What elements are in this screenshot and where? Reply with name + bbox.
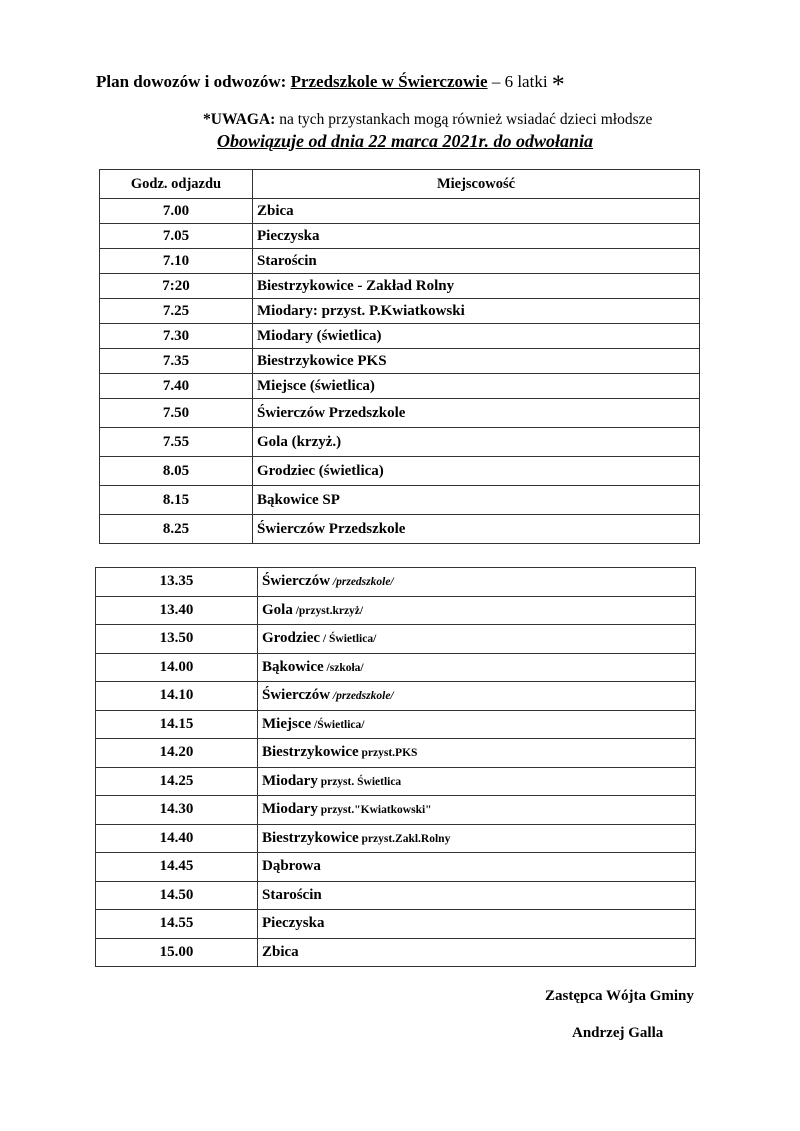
- departure-time: 14.50: [96, 881, 258, 910]
- morning-schedule-table: [99, 169, 700, 544]
- table-row: [96, 881, 696, 910]
- table-row: [96, 596, 696, 625]
- stop-name: Bąkowice SP: [253, 486, 700, 515]
- stop-cell: [258, 653, 696, 682]
- stop-detail: przyst.Zakl.Rolny: [358, 832, 451, 845]
- table-header-row: [100, 170, 700, 199]
- stop-cell: [258, 853, 696, 882]
- table-row: [96, 710, 696, 739]
- departure-time: 14.15: [96, 710, 258, 739]
- departure-time: 14.55: [96, 910, 258, 939]
- signature-role: Zastępca Wójta Gminy: [545, 988, 694, 1004]
- stop-name: Świerczów Przedszkole: [253, 399, 700, 428]
- departure-time: 14.00: [96, 653, 258, 682]
- stop-name: Dąbrowa: [262, 858, 321, 875]
- departure-time: 13.35: [96, 568, 258, 597]
- note-line: [203, 111, 652, 129]
- departure-time: 7.00: [100, 199, 253, 224]
- stop-name: Miejsce (świetlica): [253, 374, 700, 399]
- table-row: [96, 938, 696, 967]
- departure-time: 7.30: [100, 324, 253, 349]
- departure-time: 14.45: [96, 853, 258, 882]
- departure-time: 15.00: [96, 938, 258, 967]
- stop-name: Zbica: [253, 199, 700, 224]
- stop-name: Grodziec (świetlica): [253, 457, 700, 486]
- table-row: [96, 853, 696, 882]
- column-header-place: Miejscowość: [253, 170, 700, 199]
- stop-detail: /przedszkole/: [330, 576, 394, 589]
- stop-detail: przyst.PKS: [358, 747, 418, 760]
- stop-cell: [258, 710, 696, 739]
- table-row: [100, 399, 700, 428]
- table-row: [100, 457, 700, 486]
- stop-detail: przyst. Świetlica: [317, 775, 402, 788]
- table-row: [100, 299, 700, 324]
- table-row: [96, 739, 696, 768]
- stop-cell: [258, 596, 696, 625]
- signature-name: Andrzej Galla: [572, 1025, 664, 1041]
- stop-cell: [258, 568, 696, 597]
- stop-name: Biestrzykowice: [262, 744, 359, 761]
- stop-cell: [258, 682, 696, 711]
- departure-time: 13.40: [96, 596, 258, 625]
- title-asterisk: *: [551, 70, 565, 99]
- stop-name: Świerczów: [262, 687, 331, 704]
- table-row: [96, 824, 696, 853]
- title-prefix: Plan dowozów i odwozów:: [96, 72, 291, 91]
- column-header-time: Godz. odjazdu: [100, 170, 253, 199]
- departure-time: 13.50: [96, 625, 258, 654]
- table-row: [96, 625, 696, 654]
- title-suffix: – 6 latki: [487, 72, 552, 91]
- departure-time: 14.20: [96, 739, 258, 768]
- note-label: *UWAGA:: [203, 111, 276, 128]
- table-row: [96, 682, 696, 711]
- stop-name: Miodary: [262, 801, 318, 818]
- stop-name: Biestrzykowice: [262, 829, 359, 846]
- table-row: [100, 199, 700, 224]
- departure-time: 7.35: [100, 349, 253, 374]
- departure-time: 8.15: [100, 486, 253, 515]
- stop-cell: [258, 767, 696, 796]
- stop-name: Grodziec: [262, 630, 321, 647]
- stop-cell: [258, 796, 696, 825]
- stop-detail: /szkoła/: [323, 661, 364, 674]
- valid-from-text: Obowiązuje od dnia 22 marca 2021r. do odwołania: [217, 131, 594, 151]
- departure-time: 14.10: [96, 682, 258, 711]
- stop-name: Zbica: [262, 943, 299, 960]
- note-text: na tych przystankach mogą również wsiadać dzieci młodsze: [275, 111, 653, 128]
- departure-time: 7.50: [100, 399, 253, 428]
- stop-cell: [258, 824, 696, 853]
- afternoon-schedule-table: [95, 567, 696, 967]
- stop-name: Biestrzykowice - Zakład Rolny: [253, 274, 700, 299]
- stop-detail: /przyst.krzyż/: [292, 604, 364, 617]
- departure-time: 7.55: [100, 428, 253, 457]
- stop-name: Miejsce: [262, 715, 312, 732]
- stop-name: Starościn: [253, 249, 700, 274]
- title-place: Przedszkole w Świerczowie: [290, 72, 488, 91]
- stop-detail: / Świetlica/: [320, 633, 377, 646]
- stop-name: Świerczów: [262, 573, 331, 590]
- departure-time: 7.10: [100, 249, 253, 274]
- stop-cell: [258, 739, 696, 768]
- departure-time: 7.40: [100, 374, 253, 399]
- table-row: [100, 274, 700, 299]
- departure-time: 14.40: [96, 824, 258, 853]
- stop-name: Miodary (świetlica): [253, 324, 700, 349]
- stop-name: Świerczów Przedszkole: [253, 515, 700, 544]
- stop-cell: [258, 881, 696, 910]
- departure-time: 8.05: [100, 457, 253, 486]
- page-title: [96, 64, 565, 99]
- stop-name: Gola (krzyż.): [253, 428, 700, 457]
- table-row: [100, 428, 700, 457]
- table-row: [96, 796, 696, 825]
- stop-name: Gola: [262, 601, 293, 618]
- stop-name: Bąkowice: [262, 658, 324, 675]
- stop-detail: /przedszkole/: [330, 690, 394, 703]
- table-row: [96, 910, 696, 939]
- table-row: [100, 374, 700, 399]
- stop-name: Pieczyska: [253, 224, 700, 249]
- table-row: [96, 568, 696, 597]
- table-row: [100, 486, 700, 515]
- departure-time: 7.05: [100, 224, 253, 249]
- stop-cell: [258, 625, 696, 654]
- stop-name: Miodary: przyst. P.Kwiatkowski: [253, 299, 700, 324]
- stop-cell: [258, 938, 696, 967]
- table-row: [100, 224, 700, 249]
- table-row: [96, 653, 696, 682]
- stop-name: Pieczyska: [262, 915, 325, 932]
- stop-name: Starościn: [262, 886, 322, 903]
- stop-name: Biestrzykowice PKS: [253, 349, 700, 374]
- departure-time: 14.30: [96, 796, 258, 825]
- table-row: [96, 767, 696, 796]
- stop-cell: [258, 910, 696, 939]
- stop-detail: /Świetlica/: [311, 718, 365, 731]
- departure-time: 8.25: [100, 515, 253, 544]
- table-row: [100, 349, 700, 374]
- departure-time: 14.25: [96, 767, 258, 796]
- departure-time: 7:20: [100, 274, 253, 299]
- stop-detail: przyst."Kwiatkowski": [317, 804, 432, 817]
- stop-name: Miodary: [262, 772, 318, 789]
- departure-time: 7.25: [100, 299, 253, 324]
- table-row: [100, 249, 700, 274]
- table-row: [100, 324, 700, 349]
- table-row: [100, 515, 700, 544]
